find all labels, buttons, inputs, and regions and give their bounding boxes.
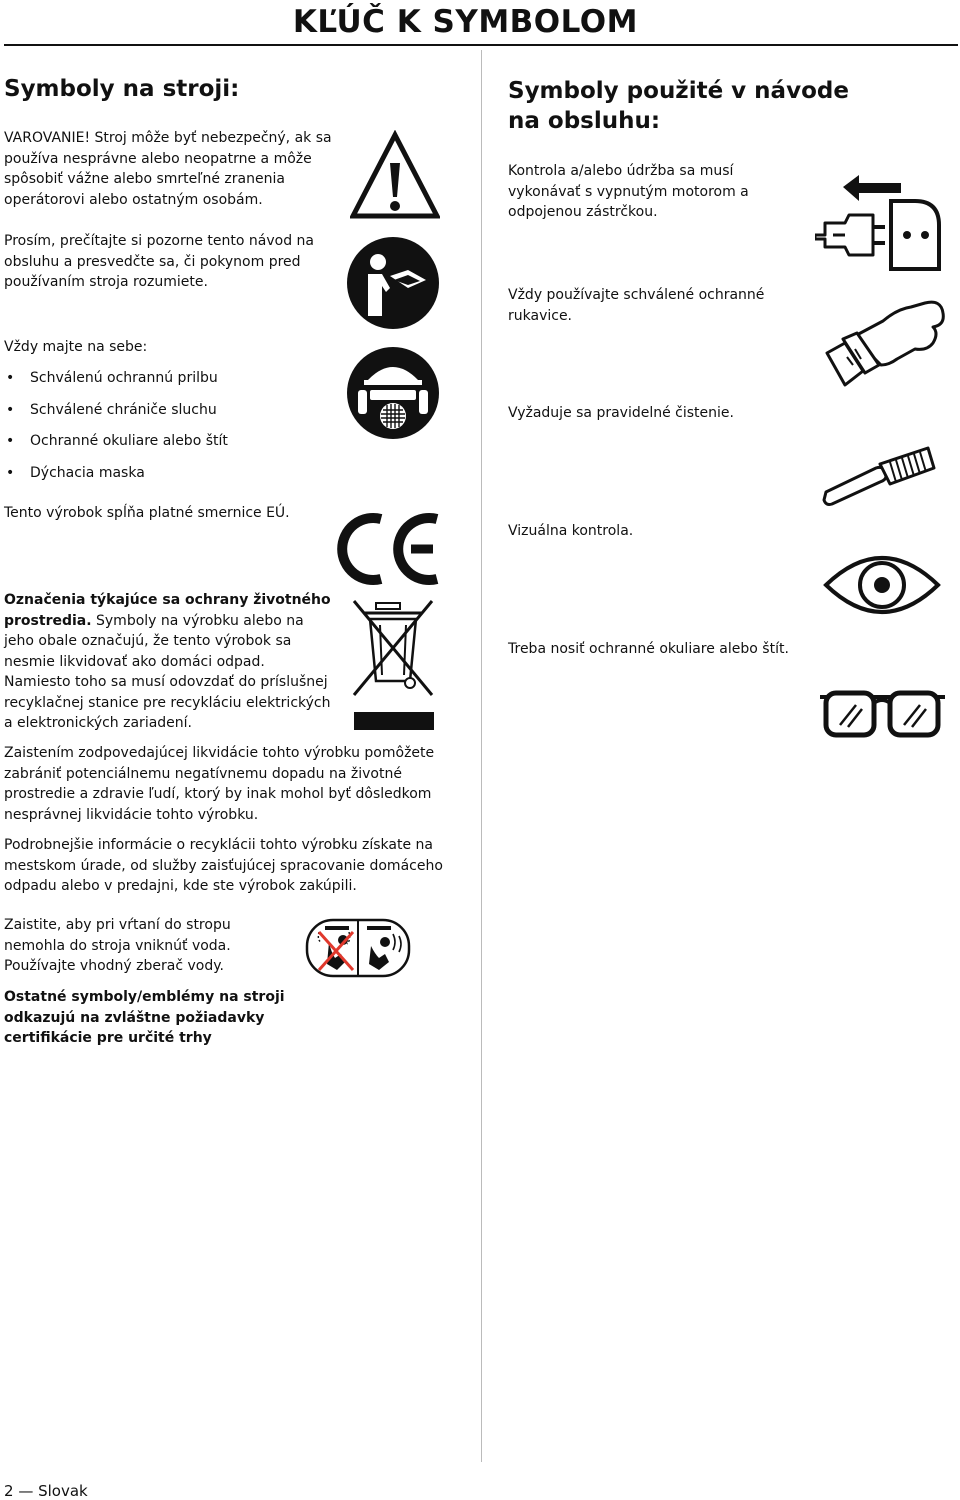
header-rule — [4, 44, 958, 46]
list-item: • Schválenú ochrannú prilbu — [4, 368, 324, 400]
env-heading: Označenia týkajúce sa ochrany životného prostredia. — [4, 592, 331, 629]
other-symbols-text: Ostatné symboly/emblémy na stroji odkazujú na zvláštne požiadavky certifikácie pre určité trhy — [4, 989, 285, 1046]
disposal-text: Zaistením zodpovedajúcej likvidácie tohto výrobku pomôžete zabrániť potenciálnemu negatívnemu dopadu na životné prostredie a zdravie ľudí, ktorý by inak mohol byť dôsledkom nesprávnej likvidácie tohto výrobku. — [4, 745, 435, 823]
crossed-bin-icon — [348, 595, 438, 735]
unplug-icon — [815, 165, 945, 285]
ce-mark-icon — [333, 510, 443, 588]
warning-triangle-icon — [350, 130, 440, 220]
list-item: • Ochranné okuliare alebo štít — [4, 431, 324, 463]
visual-inspection-text: Vizuálna kontrola. — [508, 523, 634, 539]
ce-text: Tento výrobok spĺňa platné smernice EÚ. — [4, 505, 290, 521]
cleaning-text: Vyžaduje sa pravidelné čistenie. — [508, 405, 734, 421]
eye-icon — [822, 545, 942, 625]
list-item: • Schválené chrániče sluchu — [4, 400, 324, 432]
page-title: KĽÚČ K SYMBOLOM — [292, 4, 638, 40]
water-drilling-icon — [305, 918, 411, 978]
footer-language: Slovak — [38, 1482, 88, 1500]
always-wear-text: Vždy majte na sebe: — [4, 339, 148, 355]
gloves-text: Vždy používajte schválené ochranné rukavice. — [508, 287, 765, 324]
env-paragraph — [4, 590, 334, 734]
list-item: • Dýchacia maska — [4, 463, 324, 495]
footer-dash: — — [18, 1482, 34, 1500]
read-manual-text: Prosím, prečítajte si pozorne tento návod na obsluhu a presvedčte sa, či pokynom pred používaním stroja rozumiete. — [4, 233, 314, 290]
ppe-list — [4, 368, 324, 494]
recycling-info-text: Podrobnejšie informácie o recyklácii tohto výrobku získate na mestskom úrade, od služby zaisťujúcej spracovanie domáceho odpadu alebo v predajni, kde ste výrobok zakúpili. — [4, 837, 443, 894]
read-manual-icon — [346, 236, 440, 330]
page-number: 2 — [4, 1482, 14, 1500]
warning-text: VAROVANIE! Stroj môže byť nebezpečný, ak sa používa nesprávne alebo neopatrne a môže spôsobiť vážne alebo smrteľné zranenia operátorovi alebo ostatným osobám. — [4, 130, 332, 208]
maintenance-text: Kontrola a/alebo údržba sa musí vykonávať s vypnutým motorom a odpojenou zástrčkou. — [508, 163, 749, 220]
page-footer — [4, 1482, 88, 1500]
water-text: Zaistite, aby pri vŕtaní do stropu nemohla do stroja vniknúť voda. Používajte vhodný zberač vody. — [4, 917, 231, 974]
env-text: Symboly na výrobku alebo na jeho obale označujú, že tento výrobok sa nesmie likvidovať ako domáci odpad. Namiesto toho sa musí odovzdať do príslušnej recyklačnej stanice pre recykláciu elektrických a elektronických zariadení. — [4, 612, 331, 731]
brush-icon — [820, 440, 940, 520]
glasses-text: Treba nosiť ochranné okuliare alebo štít. — [508, 641, 789, 657]
right-heading: Symboly použité v návode na obsluhu: — [508, 78, 849, 134]
column-divider — [481, 50, 482, 1462]
ppe-head-icon — [346, 346, 440, 440]
glove-icon — [823, 293, 948, 393]
glasses-icon — [820, 685, 945, 745]
left-heading: Symboly na stroji: — [4, 76, 240, 102]
